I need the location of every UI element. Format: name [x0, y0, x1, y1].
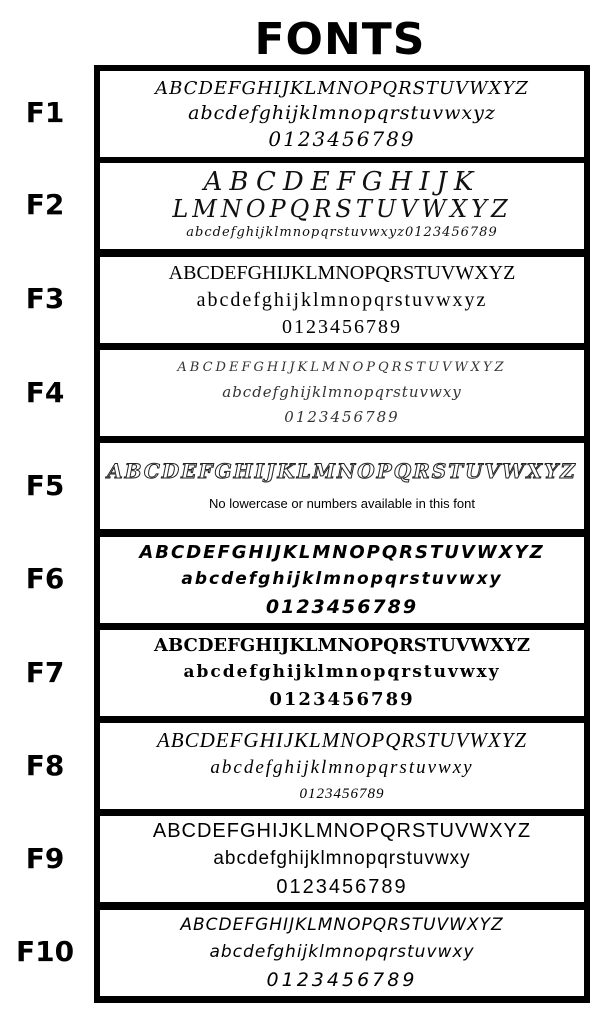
font-label-f1: F1: [25, 96, 65, 129]
font-sample-f7: [100, 630, 584, 716]
font-label-f9: F9: [25, 842, 65, 875]
lowercase-sample: abcdefghijklmnopqrstuvwxy: [209, 942, 475, 962]
uppercase-sample-continued: LMNOPQRSTUVWXYZ: [172, 195, 512, 223]
font-sample-f5: [100, 443, 584, 529]
font-sample-f8: [100, 723, 584, 809]
uppercase-sample: ABCDEFGHIJKLMNOPQRSTUVWXYZ: [180, 915, 504, 935]
numbers-sample: 0123456789: [268, 127, 416, 151]
font-sample-f9: [100, 816, 584, 902]
numbers-sample: 0123456789: [276, 876, 408, 898]
lowercase-sample: abcdefghijklmnopqrstuvwxy: [210, 757, 474, 778]
font-chart-frame: [94, 65, 590, 1003]
page-title: FONTS: [254, 14, 426, 65]
font-label-f6: F6: [25, 562, 65, 595]
numbers-sample: 0123456789: [269, 689, 415, 710]
lowercase-sample: abcdefghijklmnopqrstuvwxyz: [188, 102, 496, 124]
font-label-f10: F10: [15, 935, 75, 968]
numbers-sample: 0123456789: [299, 786, 385, 802]
numbers-sample: 0123456789: [266, 969, 418, 991]
uppercase-sample: ABCDEFGHIJKLMNOPQRSTUVWXYZ: [152, 820, 532, 842]
font-sample-f4: [100, 350, 584, 436]
uppercase-sample: ABCDEFGHIJKLMNOPQRSTUVWXYZ: [139, 542, 545, 563]
lowercase-sample: abcdefghijklmnopqrstuvwxy: [183, 662, 501, 682]
lowercase-sample: abcdefghijklmnopqrstuvwxy: [213, 848, 471, 869]
font-sample-f6: [100, 537, 584, 623]
uppercase-sample: ABCDEFGHIJKLMNOPQRSTUVWXYZ: [153, 635, 531, 656]
font-sample-f10: [100, 910, 584, 996]
font-note: No lowercase or numbers available in this font: [209, 496, 475, 511]
uppercase-sample: ABCDEFGHIJKLMNOPQRSTUVWXYZ: [107, 459, 577, 483]
uppercase-sample: ABCDEFGHIJK: [203, 167, 481, 197]
font-label-f3: F3: [25, 282, 65, 315]
lowercase-sample: abcdefghijklmnopqrstuvwxy: [181, 569, 503, 589]
font-label-f5: F5: [25, 469, 65, 502]
numbers-sample: 0123456789: [284, 408, 400, 426]
uppercase-sample: ABCDEFGHIJKLMNOPQRSTUVWXYZ: [168, 261, 516, 284]
font-label-f8: F8: [25, 749, 65, 782]
uppercase-sample: ABCDEFGHIJKLMNOPQRSTUVWXYZ: [177, 360, 507, 375]
uppercase-sample: ABCDEFGHIJKLMNOPQRSTUVWXYZ: [156, 728, 528, 752]
font-sample-f3: [100, 257, 584, 343]
font-label-f2: F2: [25, 188, 65, 221]
lowercase-numbers-sample: abcdefghijklmnopqrstuvwxyz0123456789: [186, 225, 498, 240]
numbers-sample: 0123456789: [282, 315, 402, 338]
font-label-f7: F7: [25, 656, 65, 689]
lowercase-sample: abcdefghijklmnopqrstuvwxy: [222, 383, 462, 401]
uppercase-sample: ABCDEFGHIJKLMNOPQRSTUVWXYZ: [155, 78, 529, 99]
numbers-sample: 0123456789: [265, 596, 419, 618]
font-sample-f1: [100, 71, 584, 157]
lowercase-sample: abcdefghijklmnopqrstuvwxyz: [196, 288, 488, 311]
font-sample-f2: [100, 163, 584, 249]
font-label-f4: F4: [25, 376, 65, 409]
